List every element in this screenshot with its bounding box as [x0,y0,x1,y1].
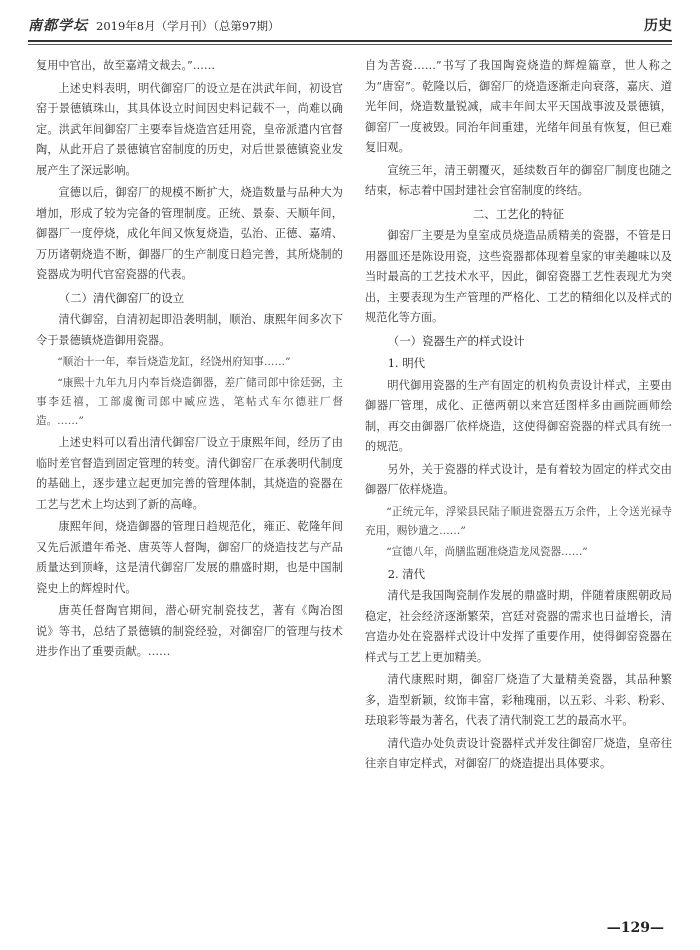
journal-logo: 南都学坛 [28,18,88,34]
section-tag: 历史 [644,18,672,34]
section-heading: （一）瓷器生产的样式设计 [387,333,525,348]
page-header [28,14,672,36]
paragraph: “宣德八年，尚膳监题准烧造龙凤瓷器……” [386,545,588,558]
header-left [28,15,279,35]
paragraph: 清代御窑，自清初起即沿袭明制，顺治、康熙年间多次下令于景德镇烧造御用瓷器。 [36,313,343,347]
paragraph: 康熙年间，烧造御器的管理日趋规范化，雍正、乾隆年间又先后派遣年希尧、唐英等人督陶，御窑厂的烧造技艺与产品质量达到顶峰，这是清代御窑厂发展的鼎盛时期，也是中国制瓷史上的辉煌时代。 [36,520,343,595]
paragraph: “康熙十九年九月内奉旨烧造御器，差广储司郎中徐廷弼，主事李廷禧，工部虞衡司郎中臧应选，笔帖式车尔德驻厂督造。……” [36,377,343,427]
paragraph: 清代造办处负责设计瓷器样式并发往御窑厂烧造，皇帝往往亲自审定样式，对御窑厂的烧造提出具体要求。 [365,736,672,770]
paragraph: “顺治十一年，奉旨烧造龙缸，经饶州府知事……” [57,356,291,368]
paragraph: 明代御用瓷器的生产有固定的机构负责设计样式，主要由御器厂管理，成化、正德两朝以来宫廷图样多由画院画师绘制，再交由御器厂依样烧造，这使得御窑瓷器的样式具有统一的规范。 [365,378,672,453]
paragraph: 上述史料可以看出清代御窑厂设立于康熙年间，经历了由临时差官督造到固定管理的转变。清代御窑厂在承袭明代制度的基础上，逐步建立起更加完善的管理体制，其烧造的瓷器在工艺与艺术上均达到了新的高峰。 [36,436,343,511]
section-heading: （二）清代御窑厂的设立 [58,290,185,305]
paragraph: 复用中官出，故至嘉靖文裁去。”…… [36,59,216,72]
right-column [365,56,672,910]
paragraph: 御窑厂主要是为皇室成员烧造品质精美的瓷器，不管是日用器皿还是陈设用瓷，这些瓷器都体现着皇家的审美趣味以及当时最高的工艺技术水平，因此，御窑瓷器工艺性表现尤为突出，主要表现为生产管理的严格化、工艺的精细化以及样式的规范化等方面。 [365,229,672,324]
paragraph: 宣统三年，清王朝覆灭，延续数百年的御窑厂制度也随之结束，标志着中国封建社会官窑制度的终结。 [365,163,672,197]
page-number: —129— [606,920,664,936]
article-body [36,56,672,910]
issue-info: 2019年8月（学月刊）（总第97期） [96,19,280,33]
paragraph: 另外，关于瓷器的样式设计，是有着较为固定的样式交由御器厂依样烧造。 [365,462,672,496]
section-heading: 1. 明代 [387,356,426,370]
paragraph: 清代康熙时期，御窑厂烧造了大量精美瓷器，其品种繁多，造型新颖，纹饰丰富，彩釉瑰丽，以五彩、斗彩、粉彩、珐琅彩等最为著名，代表了清代制瓷工艺的最高水平。 [365,673,672,727]
section-heading: 2. 清代 [387,566,426,581]
left-column [36,56,343,910]
paragraph: “正统元年，浮梁县民陆子顺进瓷器五万余件，上令送光禄寺充用，赐钞遣之……” [365,505,672,537]
section-heading: 二、工艺化的特征 [472,206,565,221]
paragraph: 唐英任督陶官期间，潜心研究制瓷技艺，著有《陶冶图说》等书，总结了景德镇的制瓷经验，对御窑厂的管理与技术进步作出了重要贡献。…… [36,604,343,658]
paragraph: 清代是我国陶瓷制作发展的鼎盛时期，伴随着康熙朝政局稳定，社会经济逐渐繁荣，宫廷对瓷器的需求也日益增长，清宫造办处在瓷器样式设计中发挥了重要作用，使得御窑瓷器在样式与工艺上更加精美。 [365,589,672,664]
paragraph: 自为苦瓷……”书写了我国陶瓷烧造的辉煌篇章，世人称之为“唐窑”。乾隆以后，御窑厂的烧造逐渐走向衰落，嘉庆、道光年间，烧造数量锐减，咸丰年间太平天国战事波及景德镇，御窑厂一度被毁。同治年间重建，光绪年间虽有恢复，但已难复旧观。 [365,59,672,154]
header-rule-thin [28,44,672,45]
paragraph: 宣德以后，御窑厂的规模不断扩大，烧造数量与品种大为增加，形成了较为完备的管理制度。正统、景泰、天顺年间，御器厂一度停烧，成化年间又恢复烧造，弘治、正德、嘉靖、万历诸朝烧造不断，御器厂的生产制度日趋完善，其所烧制的瓷器成为明代官窑瓷器的代表。 [36,186,343,281]
header-rule [28,40,672,42]
paragraph: 上述史料表明，明代御窑厂的设立是在洪武年间，初设官窑于景德镇珠山，其具体设立时间因史料记载不一，尚难以确定。洪武年间御窑厂主要奉旨烧造宫廷用瓷，皇帝派遣内官督陶，从此开启了景德镇官窑制度的历史，对后世景德镇瓷业发展产生了深远影响。 [36,81,343,177]
